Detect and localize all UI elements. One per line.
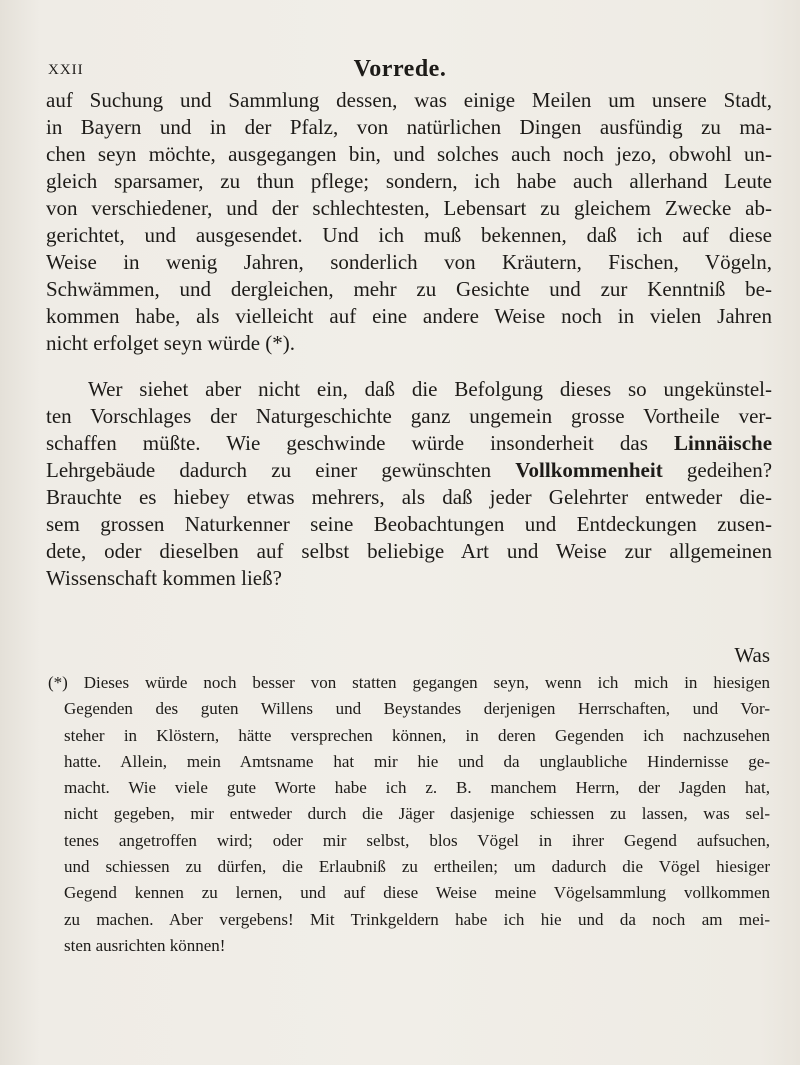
footnote-marker: (*) — [48, 673, 68, 692]
footnote-line: und schiessen zu dürfen, die Erlaubniß zu ertheilen; um dadurch die Vögel hiesiger — [64, 857, 770, 877]
text-line: ten Vorschlages der Naturgeschichte ganz ungemein grosse Vortheile ver- — [46, 404, 772, 428]
footnote-line: Gegend kennen zu lernen, und auf diese Weise meine Vögelsammlung vollkommen — [64, 883, 770, 903]
text-line: gerichtet, und ausgesendet. Und ich muß bekennen, daß ich auf diese — [46, 223, 772, 247]
text-line: Wissenschaft kommen ließ? — [46, 566, 282, 590]
footnote-line — [48, 670, 770, 696]
text-line — [46, 430, 772, 457]
footnote-line: steher in Klöstern, hätte versprechen können, in deren Gegenden ich nachzusehen — [64, 725, 770, 745]
text-line — [46, 457, 772, 484]
footnote-line: Gegenden des guten Willens und Beystandes derjenigen Herrschaften, und Vor- — [64, 699, 770, 719]
text-segment: schaffen müßte. Wie geschwinde würde insonderheit das — [46, 431, 648, 455]
text-line: auf Suchung und Sammlung dessen, was einige Meilen um unsere Stadt, — [46, 88, 772, 112]
footnote-line: nicht gegeben, mir entweder durch die Jäger dasjenige schiessen zu lassen, was sel- — [64, 804, 770, 824]
text-line: Weise in wenig Jahren, sonderlich von Kräutern, Fischen, Vögeln, — [46, 250, 772, 274]
footnote-text: Dieses würde noch besser von statten gegangen seyn, wenn ich mich in hiesigen — [83, 673, 770, 692]
text-line: chen seyn möchte, ausgegangen bin, und solches auch noch jezo, obwohl un- — [46, 142, 772, 166]
text-line: Brauchte es hiebey etwas mehrers, als daß jeder Gelehrter entweder die- — [46, 485, 772, 509]
footnote-line: tenes angetroffen wird; oder mir selbst, blos Vögel in ihrer Gegend aufsuchen, — [64, 830, 770, 850]
text-line: sem grossen Naturkenner seine Beobachtungen und Entdeckungen zusen- — [46, 512, 772, 536]
paragraph-2 — [46, 376, 772, 592]
emphasized-term: Vollkommenheit — [515, 458, 663, 482]
footnote-line: hatte. Allein, mein Amtsname hat mir hie und da unglaubliche Hindernisse ge- — [64, 751, 770, 771]
paragraph-1 — [46, 87, 772, 357]
footnote-line: sten ausrichten können! — [64, 935, 226, 955]
footnote — [48, 670, 770, 959]
page-number: XXII — [48, 62, 84, 78]
text-line: Schwämmen, und dergleichen, mehr zu Gesichte und zur Kenntniß be- — [46, 277, 772, 301]
text-line: in Bayern und in der Pfalz, von natürlichen Dingen ausfündig zu ma- — [46, 115, 772, 139]
emphasized-term: Linnäische — [673, 431, 773, 455]
text-line: gleich sparsamer, zu thun pflege; sondern, ich habe auch allerhand Leute — [46, 169, 772, 193]
running-title: Vorrede. — [353, 56, 447, 82]
text-segment: Lehrgebäude dadurch zu einer gewünschten — [46, 458, 492, 482]
catchword: Was — [734, 643, 770, 667]
text-line: dete, oder dieselben auf selbst beliebige Art und Weise zur allgemeinen — [46, 539, 772, 563]
text-segment: gedeihen? — [686, 458, 773, 482]
footnote-line: zu machen. Aber vergebens! Mit Trinkgeldern habe ich hie und da noch am mei- — [64, 909, 770, 929]
text-line: kommen habe, als vielleicht auf eine andere Weise noch in vielen Jahren — [46, 304, 772, 328]
text-line: nicht erfolget seyn würde (*). — [46, 331, 295, 355]
text-line: Wer siehet aber nicht ein, daß die Befolgung dieses so ungekünstel- — [88, 377, 772, 401]
footnote-line: macht. Wie viele gute Worte habe ich z. B. manchem Herrn, der Jagden hat, — [64, 778, 770, 798]
text-line: von verschiedener, und der schlechtesten, Lebensart zu gleichem Zwecke ab- — [46, 196, 772, 220]
